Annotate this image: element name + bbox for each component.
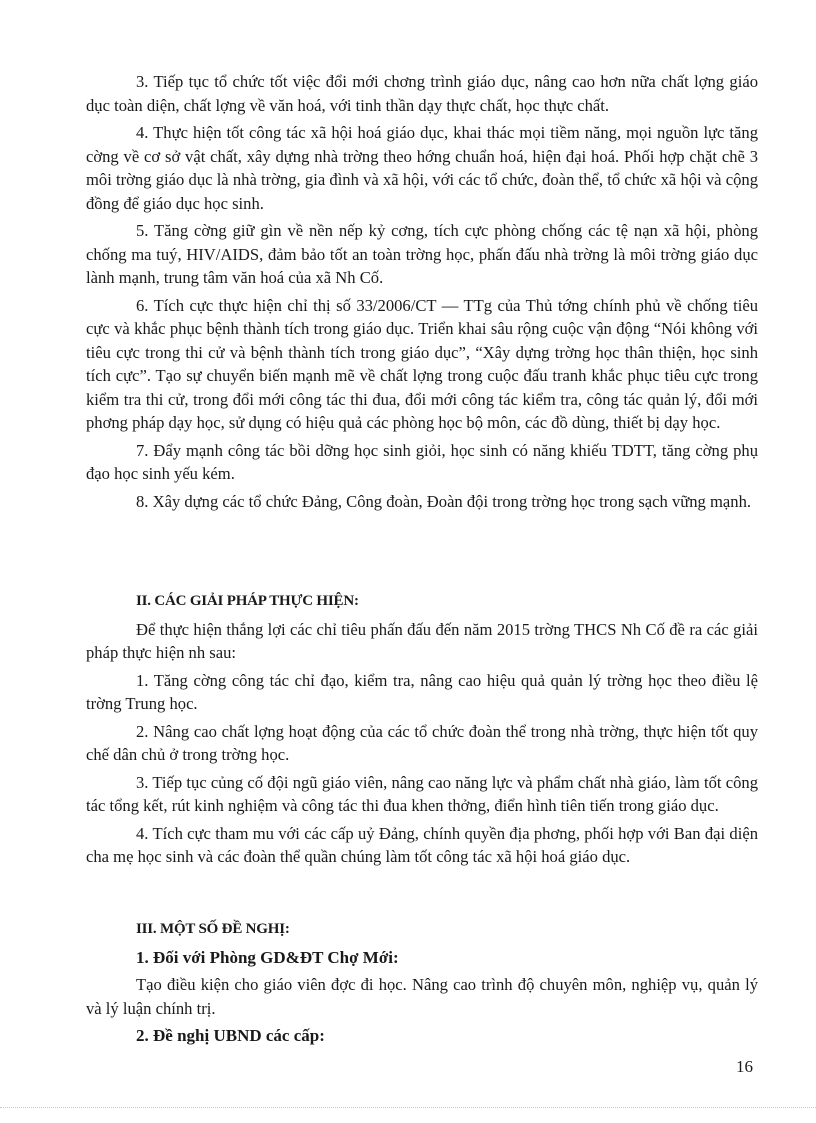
objective-5: 5. Tăng cờng giữ gìn về nền nếp kỷ cơng, tích cực phòng chống các tệ nạn xã hội, phòng chống ma tuý, HIV/AIDS, đảm bảo tốt an toàn trờng học, phấn đấu nhà trờng là môi trờng giáo dục lành mạnh, trung tâm văn hoá của xã Nh Cố.: [86, 221, 758, 287]
solutions-intro: Để thực hiện thắng lợi các chỉ tiêu phấn đấu đến năm 2015 trờng THCS Nh Cố đề ra các giải pháp thực hiện nh sau:: [86, 619, 758, 662]
objectives-continued: [86, 70, 758, 517]
objective-4: 4. Thực hiện tốt công tác xã hội hoá giáo dục, khai thác mọi tiềm năng, mọi nguồn lực tăng cờng về cơ sở vật chất, xây dựng nhà trờng theo hớng chuẩn hoá, hiện đại hoá. Phối hợp chặt chẽ 3 môi trờng giáo dục là nhà trờng, gia đình và xã hội, với các tổ chức, đoàn thể, tổ chức xã hội và cộng đồng để giáo dục học sinh.: [86, 123, 758, 213]
proposals-section: [86, 918, 758, 1048]
solutions-heading: II. CÁC GIẢI PHÁP THỰC HIỆN:: [136, 593, 359, 609]
proposals-heading: III. MỘT SỐ ĐỀ NGHỊ:: [136, 921, 290, 937]
objective-6: 6. Tích cực thực hiện chỉ thị số 33/2006/CT — TTg của Thủ tớng chính phủ về chống tiêu cực và khắc phục bệnh thành tích trong giáo dục. Triển khai sâu rộng cuộc vận động “Nói không với tiêu cực trong thi cử và bệnh thành tích trong giáo dục”, “Xây dựng trờng học thân thiện, học sinh tích cực”. Tạo sự chuyển biến mạnh mẽ về chất lợng trong cuộc đấu tranh khắc phục tiêu cực trong kiểm tra thi cử, trong đổi mới công tác thi đua, đổi mới công tác kiểm tra, công tác quản lý, đổi mới phơng pháp dạy học, sử dụng có hiệu quả các phòng học bộ môn, các đồ dùng, thiết bị dạy học.: [86, 295, 758, 432]
proposal-1-title: 1. Đối với Phòng GD&ĐT Chợ Mới:: [136, 947, 399, 967]
proposal-2-title: 2. Đề nghị UBND các cấp:: [136, 1026, 325, 1045]
solution-3: 3. Tiếp tục củng cố đội ngũ giáo viên, nâng cao năng lực và phẩm chất nhà giáo, làm tốt công tác tổng kết, rút kinh nghiệm và công tác thi đua khen thởng, điển hình tiên tiến trong giáo dục.: [86, 772, 758, 815]
solution-1: 1. Tăng cờng công tác chỉ đạo, kiểm tra, nâng cao hiệu quả quản lý trờng học theo điều lệ trờng Trung học.: [86, 670, 758, 713]
proposal-1-text: Tạo điều kiện cho giáo viên đợc đi học. Nâng cao trình độ chuyên môn, nghiệp vụ, quản lý và lý luận chính trị.: [86, 975, 758, 1018]
page-number: 16: [736, 1057, 753, 1076]
solutions-section: [86, 590, 758, 873]
objective-8: 8. Xây dựng các tổ chức Đảng, Công đoàn, Đoàn đội trong trờng học trong sạch vững mạnh.: [136, 491, 752, 511]
page-bottom-divider: [0, 1107, 816, 1108]
solution-2: 2. Nâng cao chất lợng hoạt động của các tổ chức đoàn thể trong nhà trờng, thực hiện tốt quy chế dân chủ ở trong trờng học.: [86, 721, 758, 764]
objective-7: 7. Đẩy mạnh công tác bồi dỡng học sinh giỏi, học sinh có năng khiếu TDTT, tăng cờng phụ đạo học sinh yếu kém.: [86, 440, 758, 483]
solution-4: 4. Tích cực tham mu với các cấp uỷ Đảng, chính quyền địa phơng, phối hợp với Ban đại diện cha mẹ học sinh và các đoàn thể quần chúng làm tốt công tác xã hội hoá giáo dục.: [86, 823, 758, 866]
objective-3: 3. Tiếp tục tổ chức tốt việc đổi mới chơng trình giáo dục, nâng cao hơn nữa chất lợng giáo dục toàn diện, chất lợng về văn hoá, với tinh thần dạy thực chất, học thực chất.: [86, 72, 758, 115]
